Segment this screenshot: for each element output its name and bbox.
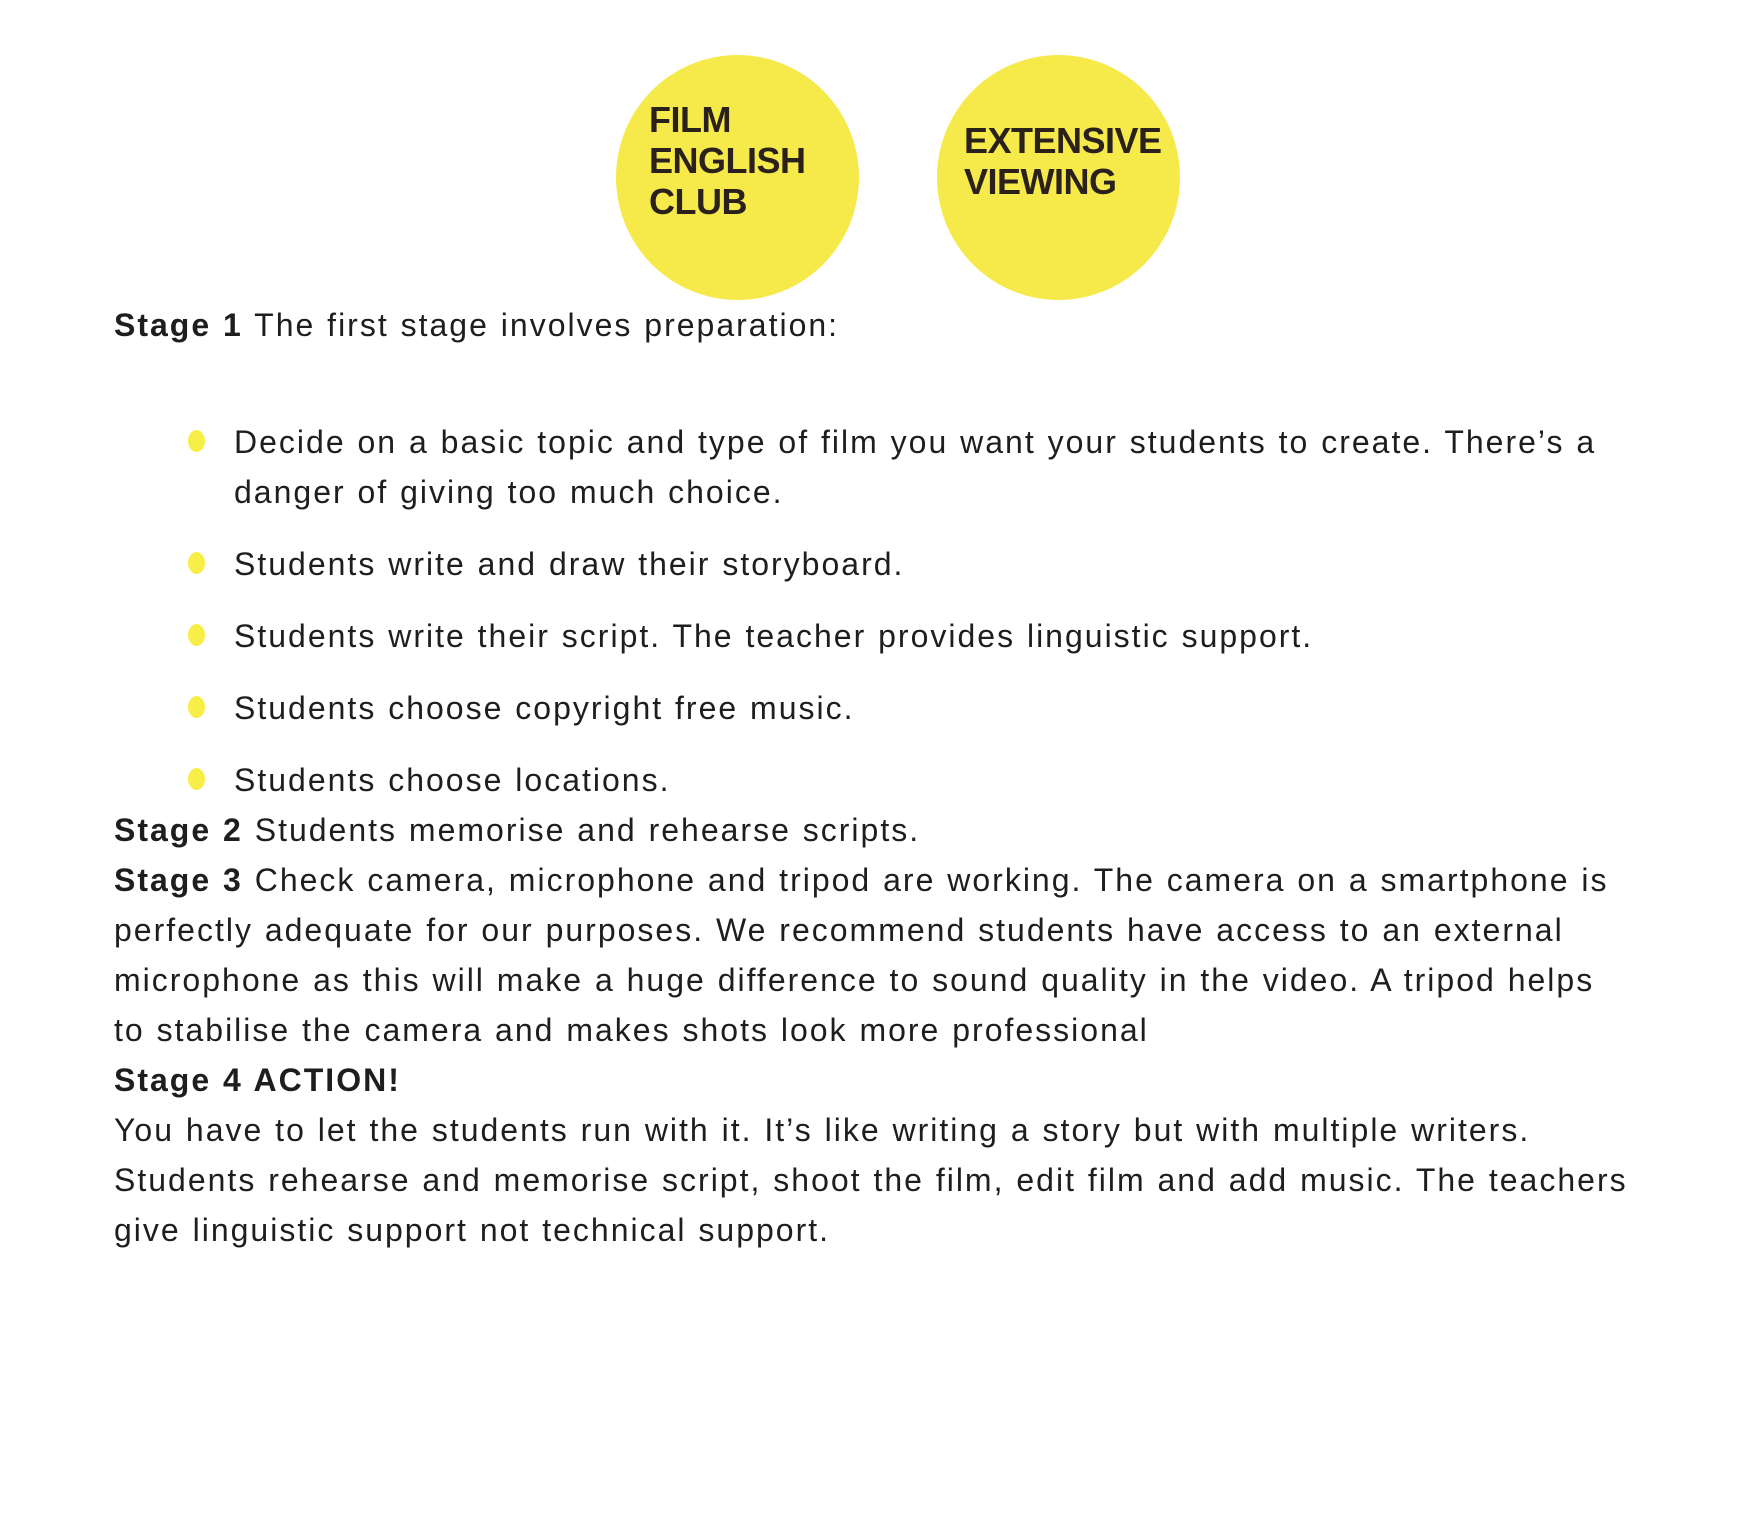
document-body [114,300,1634,1255]
closing-paragraph: You have to let the students run with it. It’s like writing a story but with multiple writers. Students rehearse and memorise script, shoot the film, edit film and add music. The teachers give linguistic support not technical support. [114,1112,1628,1248]
film-english-club-logo [616,55,859,300]
bullet-item [114,539,1634,589]
bullet-text: Students choose copyright free music. [234,690,855,726]
stage-3-label: Stage 3 [114,862,243,898]
extensive-viewing-logo [937,55,1180,300]
bullet-text: Students write their script. The teacher provides linguistic support. [234,618,1314,654]
bullet-item [114,417,1634,517]
logo-line: CLUB [649,181,747,222]
logo-line: ENGLISH [649,140,806,181]
bullet-item [114,611,1634,661]
logo-line: FILM [649,99,731,140]
stage-2-label: Stage 2 [114,812,243,848]
logo-line: VIEWING [964,160,1117,202]
bullet-dot-icon [188,430,205,452]
stage-2-heading [114,805,1634,855]
stage-4-label: Stage 4 ACTION! [114,1062,401,1098]
stage-1-label: Stage 1 [114,307,243,343]
stage-2-text: Students memorise and rehearse scripts. [254,812,921,848]
stage-1-text: The first stage involves preparation: [254,307,840,343]
bullet-item [114,683,1634,733]
preparation-bullet-list [114,417,1634,805]
bullet-text: Students write and draw their storyboard. [234,546,905,582]
bullet-dot-icon [188,696,205,718]
stage-3-paragraph [114,855,1634,1055]
extensive-viewing-logo-text [937,120,1162,202]
bullet-dot-icon [188,624,205,646]
stage-1-heading [114,300,1634,350]
bullet-text: Decide on a basic topic and type of film you want your students to create. There’s a danger of giving too much choice. [234,424,1597,510]
film-english-club-logo-text [616,99,806,222]
bullet-dot-icon [188,768,205,790]
logo-line: EXTENSIVE [964,119,1162,161]
logo-header [54,0,1742,300]
stage-4-heading [114,1055,1634,1105]
bullet-text: Students choose locations. [234,762,671,798]
bullet-item [114,755,1634,805]
stage-3-text: Check camera, microphone and tripod are working. The camera on a smartphone is perfectly adequate for our purposes. We recommend students have access to an external microphone as this will make a huge difference to sound quality in the video. A tripod helps to stabilise the camera and makes shots look more professional [114,862,1609,1048]
bullet-dot-icon [188,552,205,574]
